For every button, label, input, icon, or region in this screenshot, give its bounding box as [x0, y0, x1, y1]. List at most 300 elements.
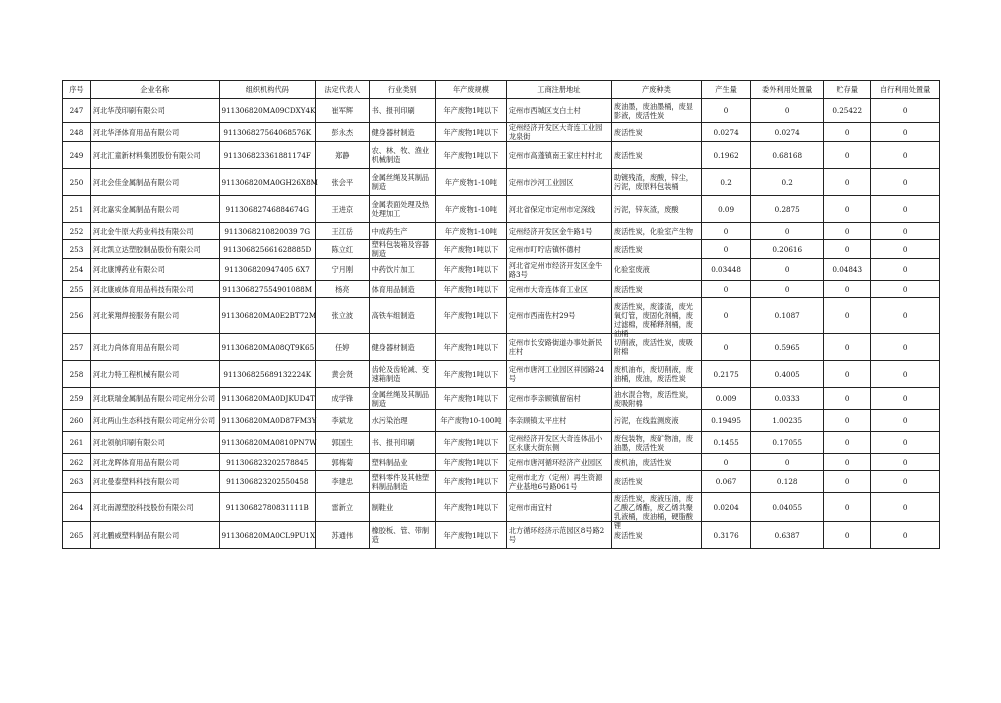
outsourced-amount-text: 0: [784, 106, 790, 115]
industry-text: 塑料制品业: [371, 457, 408, 467]
storage-amount-text: 0: [844, 416, 850, 425]
reg-address: [506, 259, 611, 281]
industry-text: 中药饮片加工: [371, 265, 415, 274]
storage-amount: [824, 169, 871, 196]
storage-amount-text: 0: [844, 244, 850, 254]
row-number-text: 248: [69, 127, 84, 137]
org-code: [219, 169, 318, 196]
reg-address-text: 定州市西南佐村29号: [508, 311, 576, 320]
outsourced-amount-text: 1.00235: [772, 416, 803, 425]
company-name-text: 河北龙晖体育用品有限公司: [92, 457, 180, 467]
table-row: [63, 454, 940, 471]
waste-types: [611, 471, 701, 493]
waste-types-text: 废活性炭: [613, 477, 643, 486]
row-number: [63, 388, 91, 410]
self-disposed-amount: [871, 334, 940, 361]
company-name-text: 河北曼泰塑料科技有限公司: [92, 477, 180, 486]
storage-amount-text: 0: [844, 311, 850, 320]
industry: [369, 298, 435, 334]
row-number-text: 260: [69, 416, 84, 425]
storage-amount: [824, 471, 871, 493]
waste-types: [611, 388, 701, 410]
reg-address-text: 定州市高蓬镇南王家庄村村北: [508, 150, 603, 160]
waste-types: [611, 281, 701, 298]
storage-amount: [824, 142, 871, 169]
waste-scale: [436, 259, 507, 281]
waste-types-text: 切削液，废活性炭，废吸附棉: [613, 338, 693, 356]
generated-amount-text: 0: [723, 311, 729, 320]
col-header: 产生量: [701, 81, 750, 99]
outsourced-amount: [751, 334, 824, 361]
industry-text: 农、林、牧、渔业机械制造: [371, 146, 430, 164]
reg-address: [506, 493, 611, 522]
outsourced-amount-text: 0.2: [781, 177, 793, 187]
row-number: [63, 196, 91, 223]
generated-amount: [701, 493, 750, 522]
self-disposed-amount-text: 0: [902, 416, 908, 425]
storage-amount-text: 0: [844, 530, 850, 540]
outsourced-amount: [751, 142, 824, 169]
org-code: [219, 493, 315, 522]
waste-scale-text: 年产废物1-10吨: [444, 204, 497, 214]
company-name: [90, 522, 219, 549]
self-disposed-amount: [871, 410, 940, 432]
reg-address: [506, 361, 611, 388]
legal-rep: [316, 454, 370, 471]
self-disposed-amount: [871, 493, 940, 522]
waste-types: [611, 223, 701, 240]
legal-rep-text: 任婷: [335, 342, 350, 352]
storage-amount-text: 0: [844, 226, 850, 236]
waste-scale-text: 年产废物1吨以下: [443, 438, 499, 447]
storage-amount-text: 0: [844, 127, 850, 137]
outsourced-amount-text: 0.2875: [774, 204, 800, 214]
storage-amount: [824, 123, 871, 142]
waste-types: [611, 123, 701, 142]
reg-address-text: 定州市叮咛店镇怀德村: [508, 244, 581, 254]
storage-amount: [824, 334, 871, 361]
self-disposed-amount: [871, 454, 940, 471]
legal-rep: [316, 298, 370, 334]
generated-amount-text: 0.19495: [711, 416, 741, 425]
table-row: [63, 522, 940, 549]
self-disposed-amount: [871, 471, 940, 493]
storage-amount: [824, 493, 871, 522]
self-disposed-amount-text: 0: [902, 438, 908, 447]
legal-rep-text: 成学锋: [331, 394, 354, 403]
row-number-text: 249: [69, 150, 84, 160]
org-code-text: 911306820MA0DJKUD4T: [221, 394, 315, 403]
col-header: 企业名称: [90, 81, 219, 99]
legal-rep-text: 杨亮: [335, 284, 350, 294]
self-disposed-amount: [871, 361, 940, 388]
legal-rep-text: 郭国生: [331, 438, 354, 447]
reg-address-text: 定州市唐河循环经济产业园区: [508, 457, 603, 467]
industry-text: 体育用品制造: [371, 284, 415, 294]
org-code-text: 911306820MA0810PN7W: [221, 438, 317, 447]
org-code: [219, 99, 315, 123]
storage-amount-text: 0: [844, 369, 850, 379]
reg-address: [506, 388, 611, 410]
org-code-text: 911306820MA0GH26X8M: [221, 177, 318, 187]
row-number: [63, 298, 91, 334]
company-name: [90, 142, 219, 169]
generated-amount-text: 0.09: [718, 204, 735, 214]
waste-scale-text: 年产废物1吨以下: [443, 150, 499, 160]
self-disposed-amount-text: 0: [902, 284, 908, 294]
industry: [369, 196, 435, 223]
outsourced-amount-text: 0.6387: [774, 530, 800, 540]
industry-text: 水污染治理: [371, 416, 408, 425]
generated-amount-text: 0.1455: [713, 438, 739, 447]
org-code-text: 91130682780831111B: [225, 502, 309, 512]
company-name: [90, 298, 219, 334]
org-code: [219, 298, 315, 334]
generated-amount-text: 0: [723, 342, 729, 352]
company-name: [90, 99, 219, 123]
waste-types-text: 油水混合物，废活性炭，废吸附棉: [613, 389, 693, 408]
generated-amount: [701, 99, 750, 123]
reg-address: [506, 471, 611, 493]
company-name: [90, 432, 219, 454]
industry-text: 齿轮及齿轮减、变速箱制造: [371, 365, 430, 383]
reg-address: [506, 281, 611, 298]
waste-scale: [436, 432, 507, 454]
generated-amount-text: 0.3176: [713, 530, 739, 540]
row-number: [63, 281, 91, 298]
storage-amount: [824, 196, 871, 223]
self-disposed-amount: [871, 123, 940, 142]
outsourced-amount-text: 0: [784, 457, 790, 467]
storage-amount-text: 0: [844, 342, 850, 352]
org-code-text: 911306820947405 6X7: [224, 265, 310, 274]
generated-amount-text: 0: [723, 244, 729, 254]
storage-amount: [824, 240, 871, 259]
reg-address-text: 定州经济开发区大奇连工业园龙泉街: [508, 123, 603, 141]
reg-address: [506, 223, 611, 240]
reg-address-text: 定州市西城区支白土村: [508, 106, 581, 115]
self-disposed-amount: [871, 240, 940, 259]
legal-rep: [316, 432, 370, 454]
waste-scale: [436, 454, 507, 471]
table-row: [63, 123, 940, 142]
org-code: [219, 223, 315, 240]
table-row: [63, 99, 940, 123]
legal-rep: [316, 471, 370, 493]
generated-amount: [701, 281, 750, 298]
storage-amount-text: 0.25422: [832, 106, 863, 115]
outsourced-amount-text: 0: [784, 226, 790, 236]
generated-amount: [701, 522, 750, 549]
legal-rep-text: 宁月刚: [331, 265, 354, 274]
industry: [369, 169, 435, 196]
org-code: [219, 123, 315, 142]
generated-amount-text: 0.067: [715, 477, 737, 486]
outsourced-amount-text: 0.20616: [772, 244, 803, 254]
reg-address: [506, 454, 611, 471]
self-disposed-amount: [871, 99, 940, 123]
industry: [369, 123, 435, 142]
org-code: [219, 410, 315, 432]
industry-text: 健身器材制造: [371, 127, 415, 137]
waste-scale: [436, 223, 507, 240]
col-header: 法定代表人: [316, 81, 370, 99]
table-row: [63, 388, 940, 410]
self-disposed-amount-text: 0: [902, 477, 908, 486]
reg-address-text: 李亲顾镇太平庄村: [508, 416, 567, 425]
generated-amount-text: 0.009: [715, 394, 737, 403]
legal-rep-text: 王江岳: [331, 226, 354, 236]
generated-amount: [701, 240, 750, 259]
company-name: [90, 196, 219, 223]
generated-amount: [701, 471, 750, 493]
generated-amount-text: 0: [723, 457, 729, 467]
legal-rep-text: 陈立红: [331, 244, 354, 254]
waste-scale: [436, 493, 507, 522]
header-row: [63, 81, 940, 99]
self-disposed-amount-text: 0: [902, 106, 908, 115]
col-header: 行业类别: [369, 81, 435, 99]
reg-address-text: 定州市长安路街道办事处新民庄村: [508, 338, 603, 356]
generated-amount-text: 0: [723, 106, 729, 115]
org-code-text: 911306827564068576K: [223, 127, 312, 137]
industry-text: 制鞋业: [371, 502, 394, 512]
legal-rep: [316, 334, 370, 361]
industry: [369, 142, 435, 169]
waste-scale-text: 年产废物1吨以下: [443, 457, 499, 467]
company-name: [90, 240, 219, 259]
table-row: [63, 361, 940, 388]
waste-types-text: 污泥，在线监测废液: [613, 416, 679, 425]
storage-amount-text: 0: [844, 150, 850, 160]
company-name-text: 河北莱翔焊接服务有限公司: [92, 311, 180, 320]
storage-amount-text: 0: [844, 204, 850, 214]
row-number: [63, 471, 91, 493]
row-number-text: 253: [69, 244, 84, 254]
table-row: [63, 410, 940, 432]
outsourced-amount: [751, 123, 824, 142]
self-disposed-amount: [871, 388, 940, 410]
org-code-text: 911306820MA09CDXY4K: [221, 106, 316, 115]
storage-amount-text: 0: [844, 394, 850, 403]
waste-scale: [436, 471, 507, 493]
row-number: [63, 99, 91, 123]
waste-scale-text: 年产废物1吨以下: [443, 284, 499, 294]
waste-types: [611, 240, 701, 259]
reg-address-text: 定州市唐河工业园区祥园路24号: [508, 365, 605, 383]
company-name-text: 河北领航印刷有限公司: [92, 438, 165, 447]
generated-amount: [701, 432, 750, 454]
row-number-text: 256: [69, 311, 84, 320]
industry-text: 金属丝绳及其制品制造: [371, 389, 430, 408]
org-code-text: 91130682746884674G: [225, 204, 309, 214]
org-code-text: 911306823361881174F: [223, 150, 311, 160]
row-number: [63, 522, 91, 549]
row-number-text: 258: [69, 369, 84, 379]
generated-amount-text: 0.2175: [713, 369, 739, 379]
waste-scale: [436, 334, 507, 361]
row-number: [63, 432, 91, 454]
industry-text: 健身器材制造: [371, 342, 415, 352]
industry-text: 书、报刊印刷: [371, 106, 415, 115]
generated-amount-text: 0.0204: [713, 502, 739, 512]
waste-types-text: 废机油布，废切削液，废油桶，废油，废活性炭: [613, 365, 693, 383]
legal-rep: [316, 522, 370, 549]
row-number: [63, 454, 91, 471]
org-code-text: 911306820MA0CL9PU1X: [221, 530, 316, 540]
storage-amount-text: 0: [844, 477, 850, 486]
org-code: [219, 142, 315, 169]
generated-amount-text: 0.1962: [713, 150, 739, 160]
reg-address: [506, 298, 611, 334]
reg-address-text: 定州市南宜村: [508, 502, 552, 512]
waste-types: [611, 432, 701, 454]
waste-scale-text: 年产废物1吨以下: [443, 530, 499, 540]
waste-types-text: 废活性炭，化验室产生物: [613, 226, 693, 236]
table-row: [63, 240, 940, 259]
waste-types-text: 废活性炭: [613, 244, 643, 254]
org-code-text: 911306820MA0E2BT72M: [221, 311, 317, 320]
outsourced-amount-text: 0.0274: [774, 127, 800, 137]
waste-scale-text: 年产废物1-10吨: [444, 177, 497, 187]
generated-amount: [701, 169, 750, 196]
self-disposed-amount: [871, 196, 940, 223]
storage-amount-text: 0.04843: [832, 265, 863, 274]
waste-scale-text: 年产废物1吨以下: [443, 127, 499, 137]
row-number-text: 254: [69, 265, 84, 274]
outsourced-amount: [751, 169, 824, 196]
table-row: [63, 142, 940, 169]
table-row: [63, 281, 940, 298]
row-number-text: 257: [69, 342, 84, 352]
self-disposed-amount: [871, 142, 940, 169]
waste-types-text: 废活性炭: [613, 127, 643, 137]
generated-amount: [701, 410, 750, 432]
company-name-text: 河北金牛原大药业科技有限公司: [92, 226, 194, 236]
row-number-text: 259: [69, 394, 84, 403]
col-header: 产废种类: [611, 81, 701, 99]
legal-rep-text: 彭永杰: [331, 127, 354, 137]
company-name: [90, 471, 219, 493]
storage-amount-text: 0: [844, 177, 850, 187]
org-code-text: 911306820MA0D87FM3Y: [221, 416, 317, 425]
waste-types: [611, 454, 701, 471]
org-code: [219, 259, 315, 281]
industry-text: 金属表面处理及热处理加工: [371, 200, 430, 218]
waste-scale: [436, 169, 507, 196]
waste-types-text: 废活性炭: [613, 530, 643, 540]
waste-types-text: 废活性炭: [613, 150, 643, 160]
company-name: [90, 223, 219, 240]
col-header: 贮存量: [824, 81, 871, 99]
outsourced-amount-text: 0: [784, 265, 790, 274]
industry-text: 金属丝绳及其制品制造: [371, 173, 430, 191]
legal-rep-text: 王进京: [331, 204, 354, 214]
reg-address: [506, 99, 611, 123]
generated-amount-text: 0: [723, 284, 729, 294]
legal-rep-text: 张立波: [331, 311, 354, 320]
org-code-text: 911306825689132224K: [223, 369, 312, 379]
row-number-text: 247: [69, 106, 84, 115]
reg-address-text: 定州经济开发区大奇连体品小区永康大街东侧: [508, 433, 603, 452]
legal-rep-text: 张会平: [331, 177, 354, 187]
company-name-text: 河北会佳金属制品有限公司: [92, 177, 180, 187]
legal-rep-text: 郭梅菊: [331, 457, 354, 467]
legal-rep: [316, 281, 370, 298]
company-name: [90, 169, 219, 196]
waste-types: [611, 493, 701, 530]
reg-address-text: 定州市沙河工业园区: [508, 177, 574, 187]
waste-scale: [436, 410, 507, 432]
outsourced-amount: [751, 196, 824, 223]
company-name-text: 河北康博药业有限公司: [92, 265, 165, 274]
storage-amount: [824, 454, 871, 471]
waste-types: [611, 99, 701, 123]
waste-types-text: 助镀残渣，废酸，锌尘，污泥，废原料包装桶: [613, 173, 693, 191]
col-header: 年产废规模: [436, 81, 507, 99]
org-code: [219, 334, 315, 361]
org-code: [219, 196, 315, 223]
company-name-text: 河北康威体育用品科技有限公司: [92, 284, 194, 294]
waste-types: [611, 334, 701, 361]
self-disposed-amount-text: 0: [902, 502, 908, 512]
legal-rep-text: 崔军辉: [331, 106, 354, 115]
waste-scale-text: 年产废物1吨以下: [443, 244, 499, 254]
waste-scale: [436, 196, 507, 223]
self-disposed-amount-text: 0: [902, 394, 908, 403]
reg-address-text: 北方循环经济示范园区8号路2号: [508, 526, 605, 544]
reg-address-text: 定州市大奇连体育工业区: [508, 284, 588, 294]
storage-amount: [824, 388, 871, 410]
legal-rep-text: 李建忠: [331, 477, 354, 486]
org-code: [219, 388, 315, 410]
reg-address: [506, 123, 611, 142]
self-disposed-amount: [871, 223, 940, 240]
reg-address: [506, 196, 611, 223]
table-row: [63, 169, 940, 196]
storage-amount: [824, 223, 871, 240]
generated-amount-text: 0.03448: [711, 265, 741, 274]
org-code-text: 911306823202550458: [226, 477, 309, 486]
legal-rep: [316, 388, 370, 410]
row-number-text: 250: [69, 177, 84, 187]
company-name: [90, 388, 219, 410]
waste-scale: [436, 240, 507, 259]
legal-rep: [316, 123, 370, 142]
storage-amount: [824, 410, 871, 432]
generated-amount-text: 0.0274: [713, 127, 739, 137]
org-code-text: 911306820MA08QT9K65: [221, 342, 315, 352]
generated-amount-text: 0.2: [720, 177, 732, 187]
storage-amount-text: 0: [844, 438, 850, 447]
outsourced-amount: [751, 454, 824, 471]
industry: [369, 522, 435, 549]
self-disposed-amount: [871, 169, 940, 196]
generated-amount: [701, 196, 750, 223]
outsourced-amount: [751, 410, 824, 432]
self-disposed-amount: [871, 281, 940, 298]
waste-scale: [436, 388, 507, 410]
industry: [369, 388, 435, 410]
org-code-text: 911306825661628885D: [223, 244, 312, 254]
legal-rep: [316, 493, 370, 522]
table-row: [63, 432, 940, 454]
col-header: 序号: [63, 81, 91, 99]
table-row: [63, 298, 940, 334]
storage-amount: [824, 99, 871, 123]
legal-rep-text: 雷新立: [331, 502, 354, 512]
waste-scale-text: 年产废物1吨以下: [443, 394, 499, 403]
